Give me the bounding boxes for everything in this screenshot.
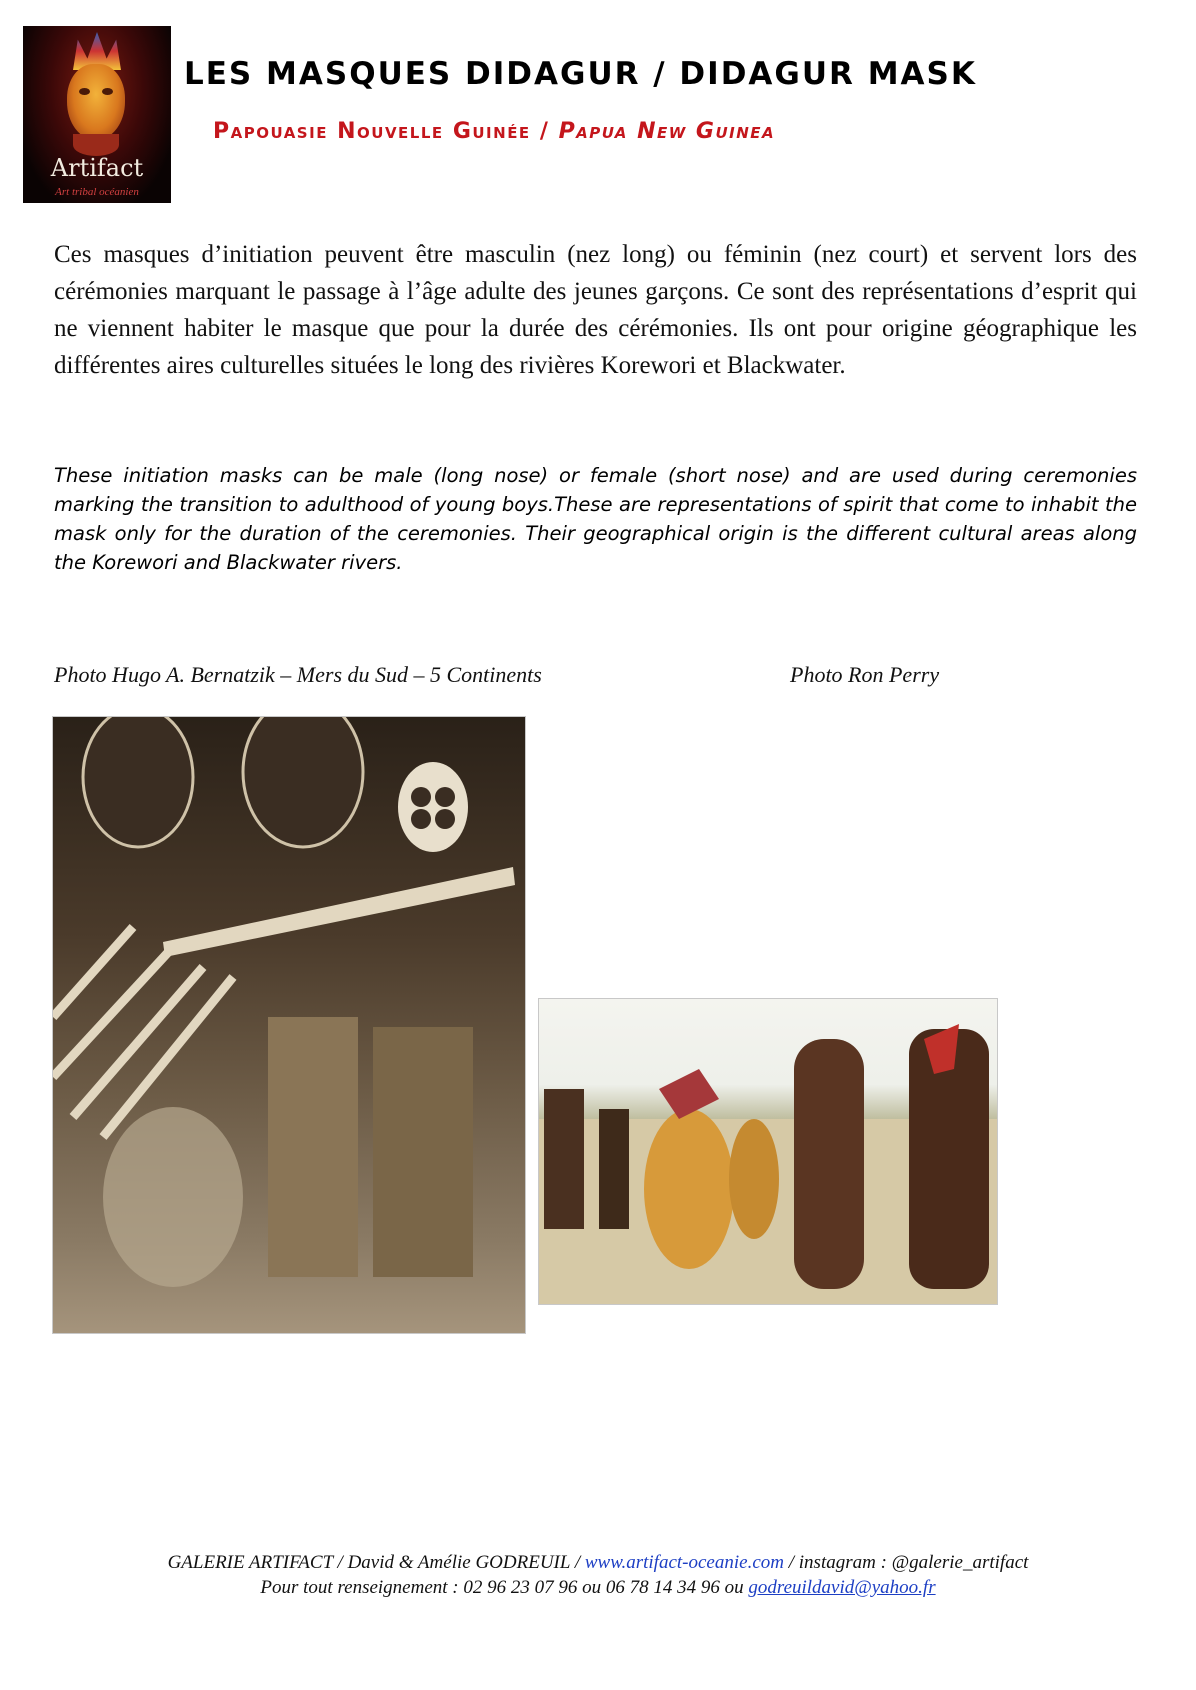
participant-2 — [599, 1109, 629, 1229]
dancer-figure — [103, 1107, 243, 1287]
description-english: These initiation masks can be male (long nose) or female (short nose) and are used during ceremonies marking the transition to adulthood of young boys.These are representations of spirit that come to inhabit the mask only for the duration of the ceremonies. Their geographical origin is the different cultural areas along the Korewori and Blackwater rivers. — [54, 464, 1137, 574]
hanging-mask-2 — [243, 717, 363, 847]
participant-1 — [544, 1089, 584, 1229]
mask-eye-1 — [411, 787, 431, 807]
grass-costume-1 — [268, 1017, 358, 1277]
page-title: LES MASQUES DIDAGUR / DIDAGUR MASK — [184, 56, 977, 92]
mask-eye-4 — [435, 809, 455, 829]
logo-eye-left — [79, 88, 90, 95]
artifact-logo — [23, 26, 171, 203]
mask-eye-2 — [435, 787, 455, 807]
footer-instagram: / instagram : @galerie_artifact — [788, 1552, 1029, 1573]
footer-gallery: GALERIE ARTIFACT / David & Amélie GODREUIL / — [167, 1552, 581, 1573]
logo-name: Artifact — [50, 154, 144, 182]
photo-caption-right: Photo Ron Perry — [790, 662, 940, 687]
grass-costume-2 — [373, 1027, 473, 1277]
logo-eye-right — [102, 88, 113, 95]
color-photo-illustration — [539, 999, 997, 1304]
description-french: Ces masques d’initiation peuvent être masculin (nez long) ou féminin (nez court) et servent lors des cérémonies marquant le passage à l’âge adulte des jeunes garçons. Ce sont des représentations d’esprit qui ne viennent habiter le masque que pour la durée des cérémonies. Ils ont pour origine géographique les différentes aires culturelles situées le long des rivières Korewori et Blackwater. — [54, 241, 1137, 379]
hanging-mask-1 — [83, 717, 193, 847]
historic-ceremony-photo — [52, 716, 526, 1334]
foreground-man — [794, 1039, 864, 1289]
footer-info: Pour tout renseignement : 02 96 23 07 96 ou 06 78 14 34 96 ou — [260, 1577, 744, 1598]
subtitle-french: Papouasie Nouvelle Guinée / — [213, 119, 550, 144]
photo-caption-left: Photo Hugo A. Bernatzik – Mers du Sud – 5 Continents — [54, 662, 542, 687]
historic-photo-illustration — [53, 717, 525, 1333]
footer-line-1 — [0, 1552, 1196, 1574]
subtitle-english: Papua New Guinea — [558, 119, 776, 144]
roof-rafters — [53, 927, 233, 1137]
shield-mask — [398, 762, 468, 852]
ceremony-color-photo — [538, 998, 998, 1305]
logo-painted-face — [67, 64, 125, 140]
didagur-mask-red — [659, 1069, 719, 1119]
logo-beard — [73, 134, 119, 156]
page-subtitle — [213, 119, 1113, 144]
email-link[interactable]: godreuildavid@yahoo.fr — [748, 1577, 936, 1598]
mask-eye-3 — [411, 809, 431, 829]
second-costume — [729, 1119, 779, 1239]
grass-costume-dancer — [644, 1109, 734, 1269]
carved-beam — [163, 867, 515, 957]
logo-tagline: Art tribal océanien — [55, 186, 139, 198]
website-link[interactable]: www.artifact-oceanie.com — [584, 1552, 784, 1573]
footer-line-2 — [0, 1577, 1196, 1599]
